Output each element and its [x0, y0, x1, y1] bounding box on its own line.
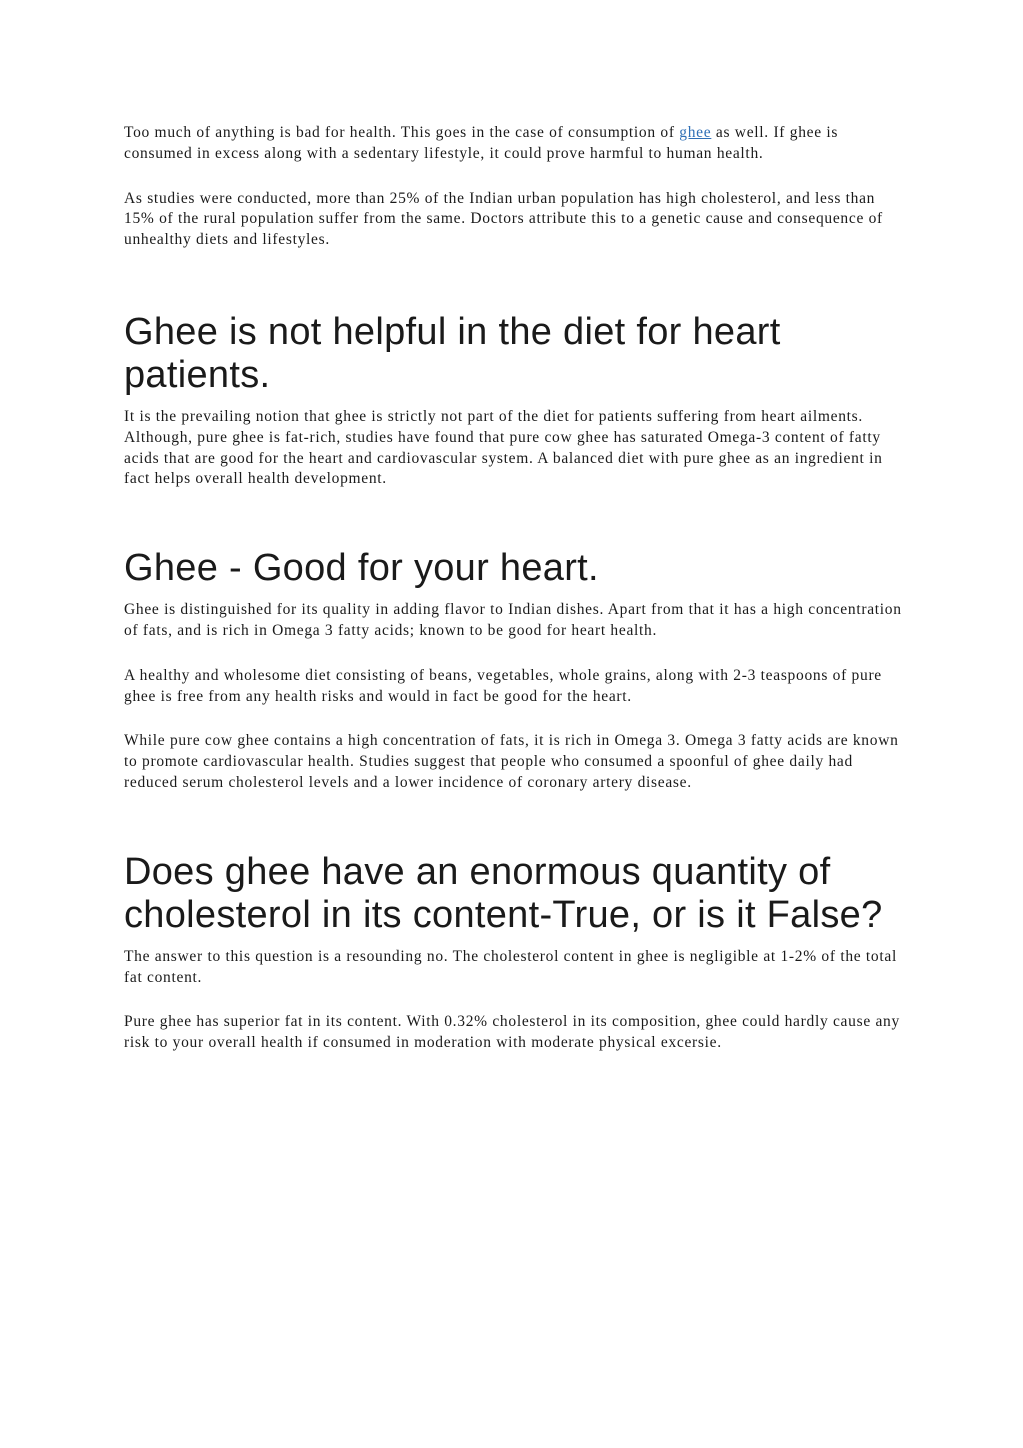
document-page	[124, 123, 904, 1054]
section-2-paragraph-2: A healthy and wholesome diet consisting of beans, vegetables, whole grains, along with 2-3 teaspoons of pure ghee is free from any health risks and would in fact be good for the heart.	[124, 666, 882, 705]
intro-paragraph-1	[124, 123, 904, 165]
section-3-paragraph-2: Pure ghee has superior fat in its content. With 0.32% cholesterol in its composition, ghee could hardly cause any risk to your overall health if consumed in moderation with moderate physical excersie.	[124, 1013, 900, 1052]
intro-text-before-link: Too much of anything is bad for health. This goes in the case of consumption of	[124, 124, 680, 141]
section-1-paragraph: It is the prevailing notion that ghee is strictly not part of the diet for patients suffering from heart ailments. Although, pure ghee is fat-rich, studies have found that pure cow ghee has saturated Omega-3 content of fatty acids that are good for the heart and cardiovascular system. A balanced diet with pure ghee as an ingredient in fact helps overall health development.	[124, 407, 883, 488]
section-heading-good-for-heart: Ghee - Good for your heart.	[124, 547, 599, 590]
ghee-link[interactable]: ghee	[679, 124, 712, 141]
section-heading-cholesterol-question: Does ghee have an enormous quantity of cholesterol in its content-True, or is it False?	[124, 850, 883, 936]
section-2-paragraph-3: While pure cow ghee contains a high concentration of fats, it is rich in Omega 3. Omega 3 fatty acids are known to promote cardiovascular health. Studies suggest that people who consumed a spoonful of ghee daily had reduced serum cholesterol levels and a lower incidence of coronary artery disease.	[124, 732, 899, 791]
intro-text-after-link: as well. If ghee is consumed in excess along with a sedentary lifestyle, it could prove harmful to human health.	[124, 124, 839, 162]
intro-paragraph-2: As studies were conducted, more than 25% of the Indian urban population has high cholesterol, and less than 15% of the rural population suffer from the same. Doctors attribute this to a genetic cause and consequence of unhealthy diets and lifestyles.	[124, 189, 883, 249]
section-2-paragraph-1: Ghee is distinguished for its quality in adding flavor to Indian dishes. Apart from that it has a high concentration of fats, and is rich in Omega 3 fatty acids; known to be good for heart health.	[124, 601, 902, 639]
section-3-paragraph-1: The answer to this question is a resounding no. The cholesterol content in ghee is negligible at 1-2% of the total fat content.	[124, 947, 897, 986]
section-heading-heart-patients: Ghee is not helpful in the diet for heart patients.	[124, 310, 781, 396]
